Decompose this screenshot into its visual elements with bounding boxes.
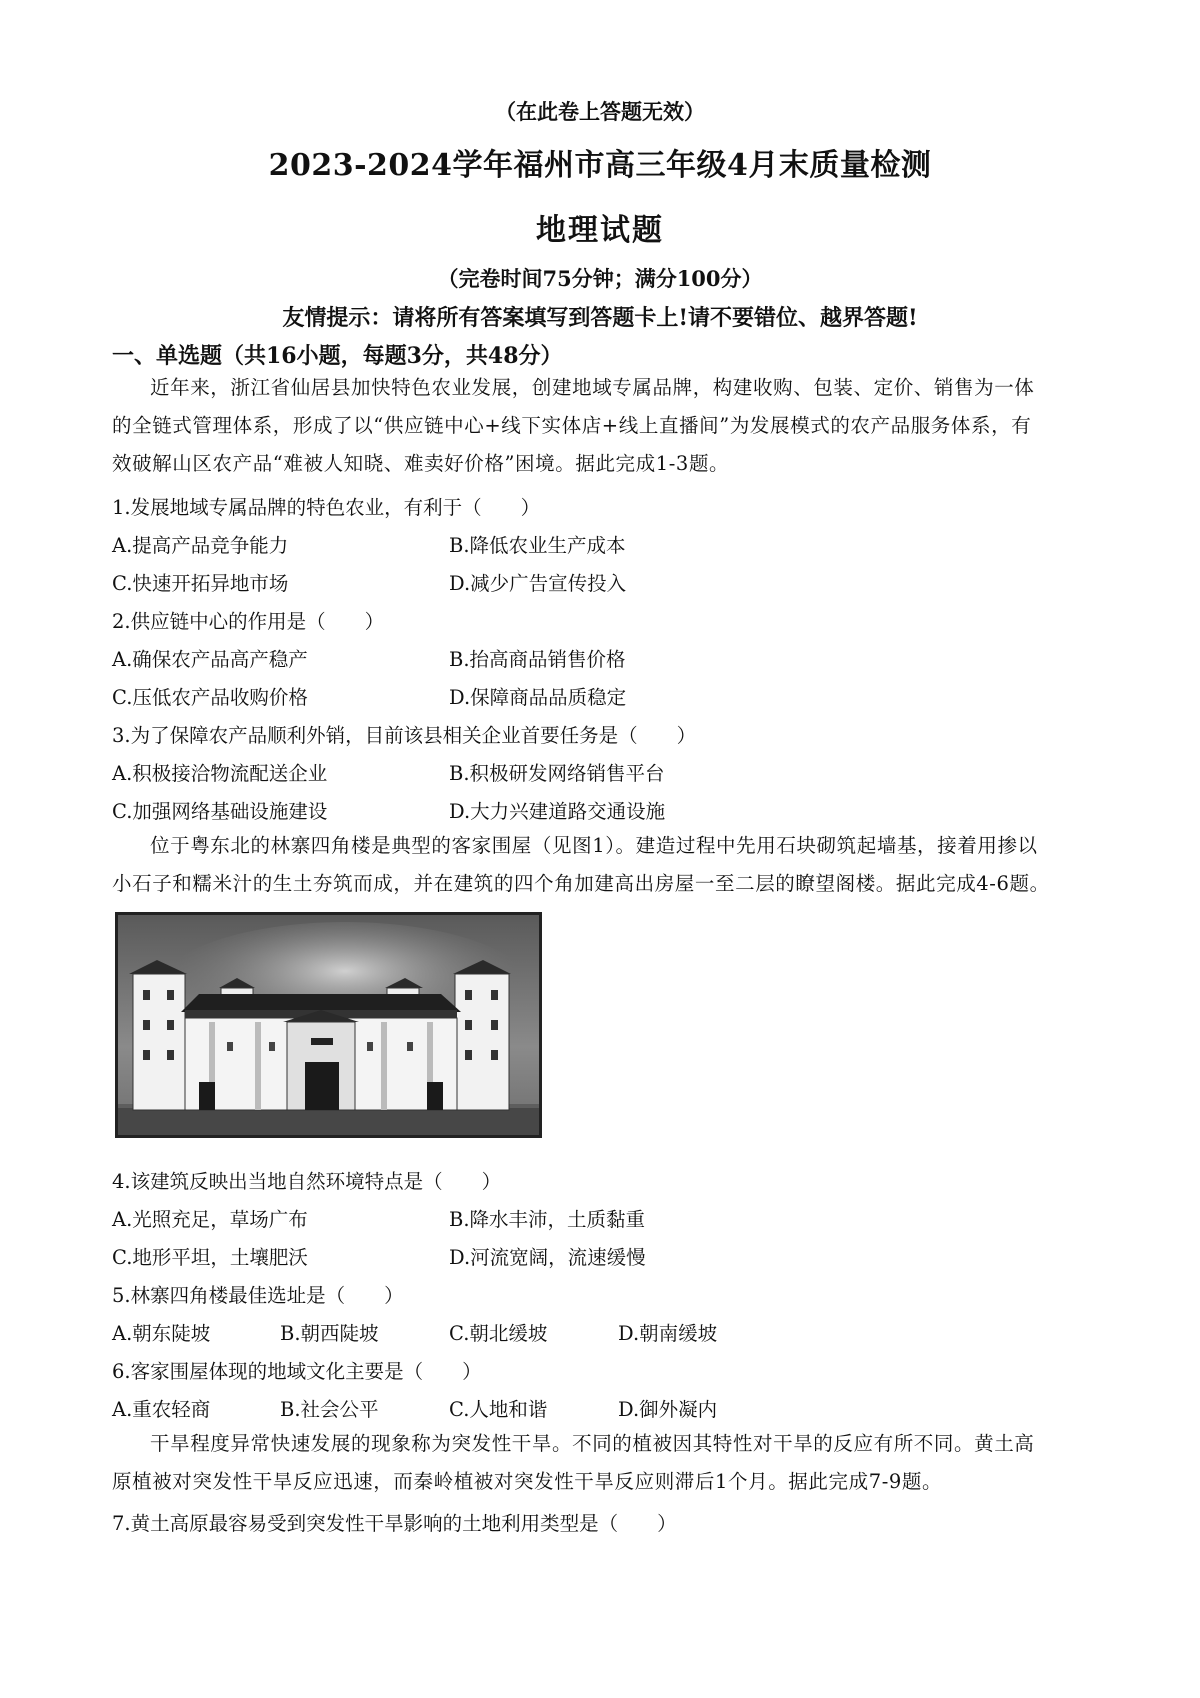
question-3-option-a: A.积极接洽物流配送企业	[112, 762, 328, 785]
passage-line: 位于粤东北的林寨四角楼是典型的客家围屋（见图1）。建造过程中先用石块砌筑起墙基，接着用掺以	[150, 834, 1038, 857]
passage-line: 原植被对突发性干旱反应迅速，而秦岭植被对突发性干旱反应则滞后1个月。据此完成7-9题。	[112, 1470, 943, 1493]
friendly-tip: 友情提示：请将所有答案填写到答题卡上!请不要错位、越界答题!	[282, 305, 918, 331]
invalid-answer-notice: （在此卷上答题无效）	[495, 99, 705, 124]
question-2-option-c: C.压低农产品收购价格	[112, 686, 308, 709]
section-title: 一、单选题（共16小题，每题3分，共48分）	[112, 343, 563, 369]
question-3-option-b: B.积极研发网络销售平台	[449, 762, 665, 785]
passage-line: 干旱程度异常快速发展的现象称为突发性干旱。不同的植被因其特性对干旱的反应有所不同。黄土高	[150, 1432, 1035, 1455]
question-4-option-b: B.降水丰沛，土质黏重	[449, 1208, 646, 1231]
question-1-option-b: B.降低农业生产成本	[449, 534, 626, 557]
passage-line: 近年来，浙江省仙居县加快特色农业发展，创建地域专属品牌，构建收购、包装、定价、销售为一体	[150, 376, 1035, 399]
exam-time-note: （完卷时间75分钟；满分100分）	[437, 266, 763, 291]
question-2-stem: 2.供应链中心的作用是（ ）	[112, 610, 385, 633]
question-4-option-d: D.河流宽阔，流速缓慢	[449, 1246, 646, 1269]
hakka-house-figure	[115, 912, 542, 1138]
question-5-option-b: B.朝西陡坡	[280, 1322, 379, 1345]
question-6-option-c: C.人地和谐	[449, 1398, 548, 1421]
question-1-stem: 1.发展地域专属品牌的特色农业，有利于（ ）	[112, 496, 541, 519]
question-6-stem: 6.客家围屋体现的地域文化主要是（ ）	[112, 1360, 482, 1383]
exam-title: 2023-2024学年福州市高三年级4月末质量检测	[268, 148, 932, 183]
question-6-option-a: A.重农轻商	[112, 1398, 211, 1421]
question-6-option-d: D.御外凝内	[618, 1398, 718, 1421]
passage-3	[112, 1425, 1102, 1501]
question-1-option-a: A.提高产品竞争能力	[112, 534, 289, 557]
question-4-stem: 4.该建筑反映出当地自然环境特点是（ ）	[112, 1170, 502, 1193]
question-3-stem: 3.为了保障农产品顺利外销，目前该县相关企业首要任务是（ ）	[112, 724, 697, 747]
passage-line: 小石子和糯米汁的生土夯筑而成，并在建筑的四个角加建高出房屋一至二层的瞭望阁楼。据此完成4-6题。	[112, 872, 1050, 895]
question-6-option-b: B.社会公平	[280, 1398, 379, 1421]
passage-line: 效破解山区农产品“难被人知晓、难卖好价格”困境。据此完成1-3题。	[112, 452, 730, 475]
question-5-option-a: A.朝东陡坡	[112, 1322, 211, 1345]
question-4-option-c: C.地形平坦，土壤肥沃	[112, 1246, 308, 1269]
subject-title: 地理试题	[536, 213, 664, 248]
passage-1	[112, 369, 1102, 483]
question-4-option-a: A.光照充足，草场广布	[112, 1208, 308, 1231]
question-2-option-d: D.保障商品品质稳定	[449, 686, 627, 709]
hakka-house-illustration	[115, 912, 542, 1138]
question-1-option-c: C.快速开拓异地市场	[112, 572, 289, 595]
question-5-stem: 5.林寨四角楼最佳选址是（ ）	[112, 1284, 404, 1307]
question-3-option-d: D.大力兴建道路交通设施	[449, 800, 666, 823]
question-2-option-a: A.确保农产品高产稳产	[112, 648, 308, 671]
question-1-option-d: D.减少广告宣传投入	[449, 572, 627, 595]
question-3-option-c: C.加强网络基础设施建设	[112, 800, 328, 823]
passage-line: 的全链式管理体系，形成了以“供应链中心+线下实体店+线上直播间”为发展模式的农产品服务体系，有	[112, 414, 1032, 437]
question-2-option-b: B.抬高商品销售价格	[449, 648, 626, 671]
question-5-option-c: C.朝北缓坡	[449, 1322, 548, 1345]
question-7-stem: 7.黄土高原最容易受到突发性干旱影响的土地利用类型是（ ）	[112, 1512, 677, 1535]
passage-2	[112, 827, 1102, 903]
question-5-option-d: D.朝南缓坡	[618, 1322, 718, 1345]
